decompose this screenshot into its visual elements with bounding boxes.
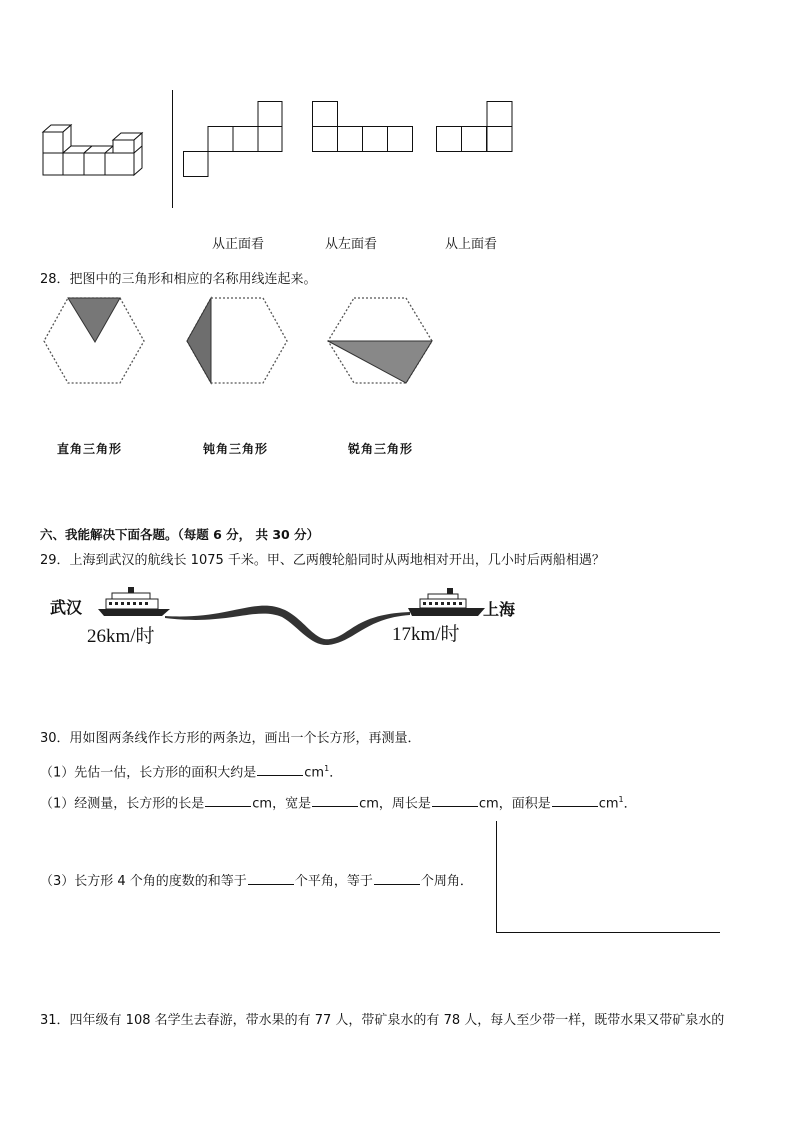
ship-icon-right [408, 588, 485, 616]
divider-line [172, 90, 173, 208]
speed-right: 17km/时 [392, 624, 460, 645]
cube-solid-figure [40, 122, 155, 182]
front-view-grid [183, 101, 283, 177]
question-text: 四年级有 108 名学生去春游，带水果的有 77 人，带矿泉水的有 78 人，每人至少带一样，既带水果又带矿泉水的 [69, 1013, 725, 1028]
hexagon-figure-2 [185, 296, 289, 386]
question-text: 把图中的三角形和相应的名称用线连起来。 [69, 272, 317, 287]
answer-blank[interactable] [248, 871, 294, 885]
caption-top-view: 从上面看 [445, 237, 498, 252]
horizontal-side-line [496, 932, 720, 933]
question-28 [40, 271, 317, 289]
caption-front-view: 从正面看 [212, 237, 265, 252]
river-route-figure [90, 584, 490, 648]
answer-blank[interactable] [312, 793, 358, 807]
answer-blank[interactable] [205, 793, 251, 807]
question-29 [40, 552, 605, 570]
ship-icon-left [98, 587, 170, 616]
question-30 [40, 730, 421, 748]
q30-line-2: （1）经测量，长方形的长是 cm，宽是 cm，周长是 cm，面积是 $cm^1$． [40, 795, 637, 812]
question-number: 28． [40, 272, 70, 287]
section-6-title: 六、我能解决下面各题。（每题 6 分， 共 30 分） [40, 527, 320, 542]
q30-line-1: （1）先估一估，长方形的面积大约是 $cm^1$． [40, 764, 343, 781]
question-text: 上海到武汉的航线长 1075 千米。甲、乙两艘轮船同时从两地相对开出，几小时后两船相遇？ [69, 553, 605, 568]
question-text: 用如图两条线作长方形的两条边，画出一个长方形，再测量． [69, 731, 421, 746]
top-view-grid [436, 101, 514, 153]
caption-left-view: 从左面看 [325, 237, 378, 252]
answer-blank[interactable] [552, 793, 598, 807]
question-number: 30． [40, 731, 70, 746]
label-acute-triangle: 锐角三角形 [348, 442, 414, 456]
answer-blank[interactable] [257, 762, 303, 776]
city-wuhan: 武汉 [50, 598, 83, 617]
hexagon-figure-3 [326, 296, 436, 386]
q30-line-3: （3）长方形 4 个角的度数的和等于 个平角，等于 个周角． [40, 871, 473, 891]
answer-blank[interactable] [432, 793, 478, 807]
vertical-side-line [496, 821, 497, 933]
hexagon-figure-1 [42, 296, 146, 386]
city-shanghai: 上海 [483, 600, 516, 619]
left-view-grid [312, 101, 414, 153]
question-number: 29． [40, 553, 70, 568]
label-obtuse-triangle: 钝角三角形 [203, 442, 269, 456]
question-31 [40, 1012, 724, 1030]
speed-left: 26km/时 [87, 626, 155, 647]
label-right-triangle: 直角三角形 [57, 442, 123, 456]
answer-blank[interactable] [374, 871, 420, 885]
question-number: 31． [40, 1013, 70, 1028]
